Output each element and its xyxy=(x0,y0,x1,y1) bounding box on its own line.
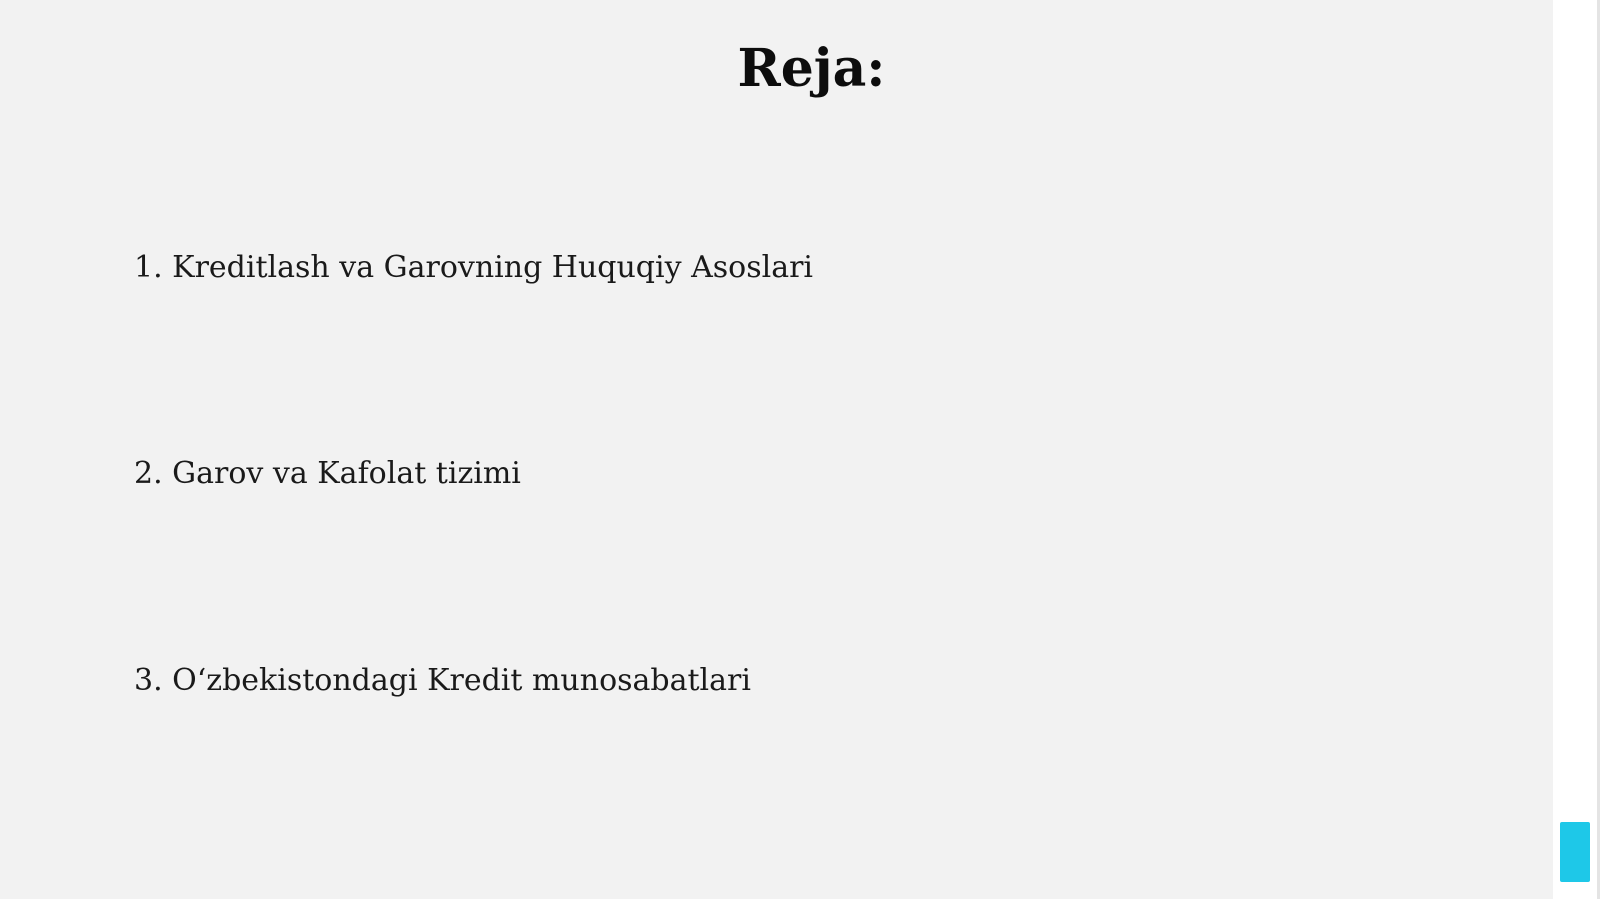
side-panel xyxy=(1553,0,1600,899)
plan-item-3: 3. O‘zbekistondagi Kredit munosabatlari xyxy=(134,663,751,698)
plan-item-2: 2. Garov va Kafolat tizimi xyxy=(134,456,521,491)
side-tab-button[interactable] xyxy=(1560,822,1590,882)
slide-title: Reja: xyxy=(737,38,886,99)
plan-item-1: 1. Kreditlash va Garovning Huquqiy Asoslari xyxy=(134,250,814,285)
